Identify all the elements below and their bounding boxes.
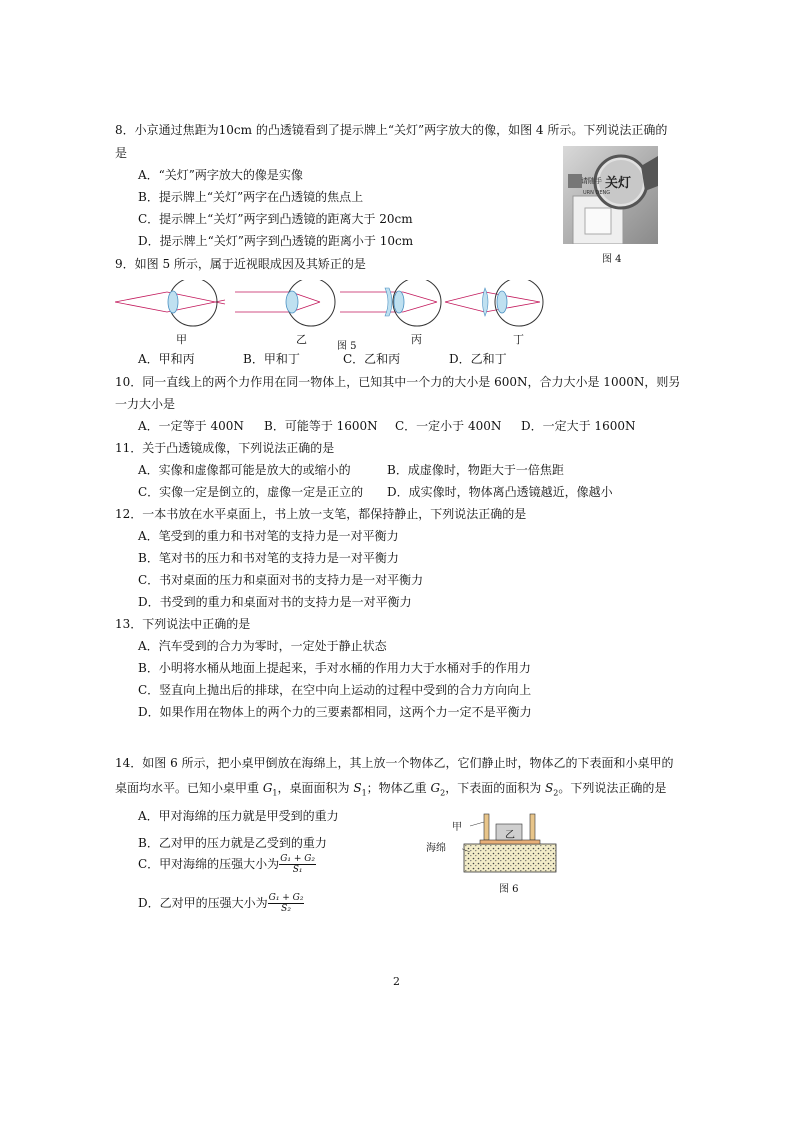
q10-option-d: D．一定大于 1600N [521, 419, 636, 433]
figure-6-diagram [462, 812, 562, 874]
q13-option-d: D．如果作用在物体上的两个力的三要素都相同，这两个力一定不是平衡力 [138, 705, 532, 719]
q9-stem: 9．如图 5 所示，属于近视眼成因及其矫正的是 [115, 257, 366, 271]
figure-4-photo [563, 146, 658, 244]
q14-option-d: D．乙对甲的压强大小为 $\frac{\text{G₁ + G₂}}{\text{S₂}}$ [138, 893, 304, 914]
eye-jia [115, 280, 225, 326]
q12-option-d: D．书受到的重力和桌面对书的支持力是一对平衡力 [138, 595, 412, 609]
q11-option-a: A．实像和虚像都可能是放大的或缩小的 [138, 463, 351, 477]
q11-stem: 11．关于凸透镜成像，下列说法正确的是 [115, 441, 335, 455]
q9-option-c: C．乙和丙 [343, 352, 401, 366]
figure-5-label-ding: 丁 [513, 333, 524, 346]
q13-stem: 13．下列说法中正确的是 [115, 617, 251, 631]
figure-4-text-guandeng: 关灯 [605, 176, 632, 191]
page-number: 2 [393, 975, 400, 988]
sponge-block [464, 844, 556, 872]
figure-4-text-en: URN DENG [583, 190, 611, 196]
q11-option-c: C．实像一定是倒立的，虚像一定是正立的 [138, 485, 364, 499]
q13-option-c: C．竖直向上抛出后的排球，在空中向上运动的过程中受到的合力方向向上 [138, 683, 532, 697]
figure-5-label-jia: 甲 [176, 333, 187, 346]
q8-option-d: D．提示牌上“关灯”两字到凸透镜的距离小于 10cm [138, 234, 414, 248]
q12-option-a: A．笔受到的重力和书对笔的支持力是一对平衡力 [138, 529, 399, 543]
q8-stem-line2: 是 [115, 146, 128, 160]
figure-4-illustration [563, 146, 658, 244]
eye-yi [235, 280, 335, 326]
figure-6-label-yi: 乙 [505, 830, 515, 841]
figure-6-label-jia: 甲 [452, 822, 462, 833]
figure-6-label-sponge: 海绵 [426, 843, 446, 854]
q14-option-b: B．乙对甲的压力就是乙受到的重力 [138, 836, 327, 850]
q8-option-b: B．提示牌上“关灯”两字在凸透镜的焦点上 [138, 190, 364, 204]
q14-option-a: A．甲对海绵的压力就是甲受到的重力 [138, 809, 339, 823]
q14-stem-line1: 14．如图 6 所示，把小桌甲倒放在海绵上，其上放一个物体乙，它们静止时，物体乙的下表面和小桌甲的 [115, 756, 674, 770]
figure-4-text-small: 请随手 [581, 177, 602, 185]
figure-6-caption: 图 6 [499, 884, 519, 895]
q10-stem-line2: 一力大小是 [115, 397, 176, 411]
figure-5-label-yi: 乙 [296, 333, 307, 346]
q8-option-c: C．提示牌上“关灯”两字到凸透镜的距离大于 20cm [138, 212, 413, 226]
q8-option-a: A．“关灯”两字放大的像是实像 [138, 168, 303, 182]
q11-option-b: B．成虚像时，物距大于一倍焦距 [387, 463, 564, 477]
eye-ding [445, 280, 543, 326]
q10-stem-line1: 10．同一直线上的两个力作用在同一物体上，已知其中一个力的大小是 600N，合力大小是 1000N，则另 [115, 375, 681, 389]
q9-option-b: B．甲和丁 [243, 352, 300, 366]
q12-option-b: B．笔对书的压力和书对笔的支持力是一对平衡力 [138, 551, 399, 565]
figure-5-caption: 图 5 [337, 341, 357, 352]
q14-stem-line2: 桌面均水平。已知小桌甲重 $G_1$，桌面面积为 $S_1$；物体乙重 $G_2$，下表面的面积为 $S_2$。下列说法正确的是 [115, 781, 667, 798]
figure-5-diagram [115, 280, 555, 335]
figure-4-caption: 图 4 [602, 254, 622, 265]
q13-option-a: A．汽车受到的合力为零时，一定处于静止状态 [138, 639, 387, 653]
eye-bing [340, 280, 441, 326]
q10-option-a: A．一定等于 400N [138, 419, 244, 433]
q11-option-d: D．成实像时，物体离凸透镜越近，像越小 [387, 485, 613, 499]
q13-option-b: B．小明将水桶从地面上提起来，手对水桶的作用力大于水桶对手的作用力 [138, 661, 531, 675]
q10-option-c: C．一定小于 400N [395, 419, 502, 433]
q12-option-c: C．书对桌面的压力和桌面对书的支持力是一对平衡力 [138, 573, 424, 587]
q12-stem: 12．一本书放在水平桌面上，书上放一支笔，都保持静止，下列说法正确的是 [115, 507, 527, 521]
q9-option-d: D．乙和丁 [449, 352, 507, 366]
q8-stem-line1: 8．小京通过焦距为10cm 的凸透镜看到了提示牌上“关灯”两字放大的像，如图 4 所示。下列说法正确的 [115, 123, 668, 137]
q9-option-a: A．甲和丙 [138, 352, 195, 366]
figure-5-label-bing: 丙 [411, 333, 422, 346]
q10-option-b: B．可能等于 1600N [264, 419, 378, 433]
q14-option-c: C．甲对海绵的压强大小为 $\frac{\text{G₁ + G₂}}{\text{S₁}}$ [138, 854, 316, 875]
